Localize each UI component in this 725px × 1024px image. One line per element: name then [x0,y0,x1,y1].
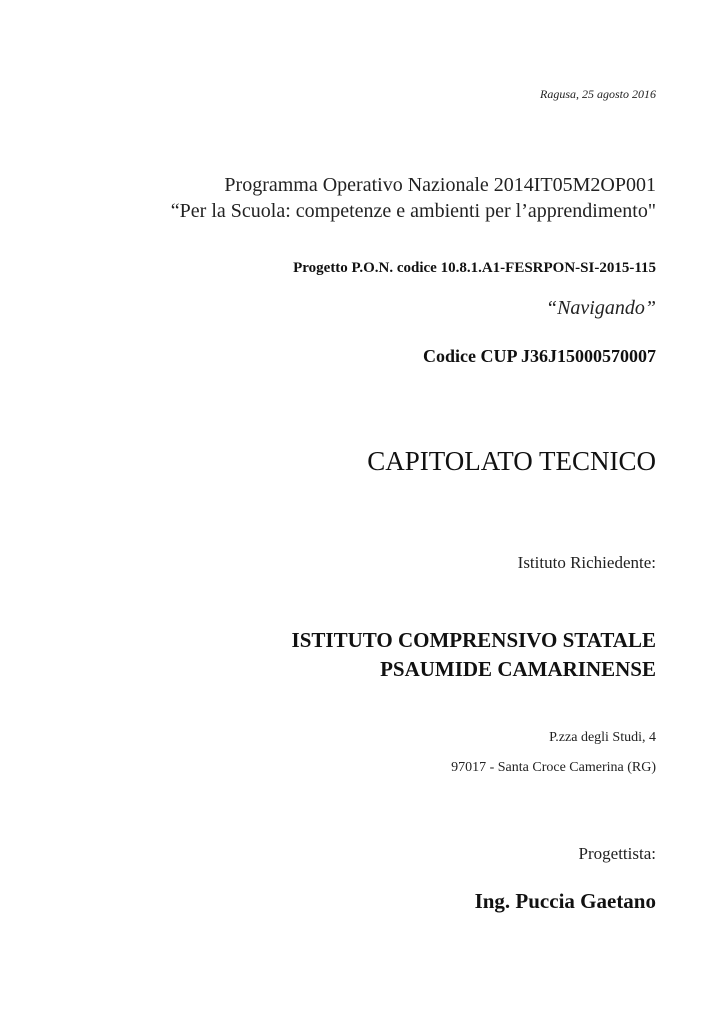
project-name: “Navigando” [545,297,656,319]
institute-address-line-2: 97017 - Santa Croce Camerina (RG) [451,760,656,775]
place-date: Ragusa, 25 agosto 2016 [539,87,656,101]
program-title-line-1: Programma Operativo Nazionale 2014IT05M2OP001 [224,174,656,196]
institute-address-line-1: P.zza degli Studi, 4 [549,730,656,745]
designer-name: Ing. Puccia Gaetano [474,889,656,913]
program-title-line-2: “Per la Scuola: competenze e ambienti per l’apprendimento" [170,200,656,222]
designer-label: Progettista: [578,844,656,863]
institute-name-line-2: PSAUMIDE CAMARINENSE [380,657,656,681]
institute-name-line-1: ISTITUTO COMPRENSIVO STATALE [291,628,656,652]
document-title: CAPITOLATO TECNICO [367,446,656,476]
cup-code: Codice CUP J36J15000570007 [423,346,656,366]
project-code: Progetto P.O.N. codice 10.8.1.A1-FESRPON-SI-2015-115 [293,260,656,276]
requesting-institute-label: Istituto Richiedente: [517,553,656,572]
